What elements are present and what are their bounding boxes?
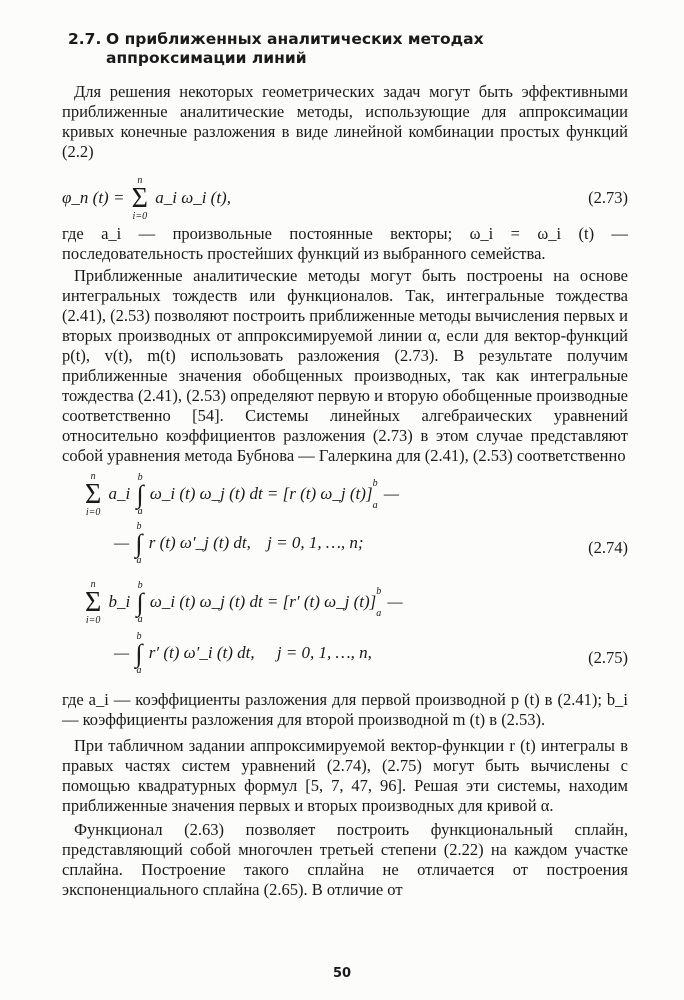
sum-lower: i=0 bbox=[85, 615, 101, 626]
int-lower: a bbox=[137, 506, 143, 517]
sum-operator bbox=[132, 176, 148, 222]
eq274-range: j = 0, 1, …, n; bbox=[267, 532, 364, 552]
integral-operator bbox=[137, 581, 144, 625]
eval-upper: b bbox=[376, 586, 382, 597]
eq275-coef: b_i bbox=[108, 591, 131, 611]
int-upper: b bbox=[137, 472, 143, 483]
eq275-range: j = 0, 1, …, n, bbox=[276, 642, 372, 662]
int-lower: a bbox=[136, 555, 142, 566]
eq273-rhs: a_i ω_i (t), bbox=[155, 187, 231, 207]
int-upper: b bbox=[136, 521, 142, 532]
eq275-line1 bbox=[82, 580, 403, 626]
int-upper: b bbox=[137, 580, 143, 591]
integral-icon: ∫ bbox=[135, 529, 143, 558]
eq275-lead: — bbox=[114, 642, 130, 662]
equation-number: (2.73) bbox=[588, 188, 628, 207]
eq274-integrand: ω_i (t) ω_j (t) dt = [r (t) ω_j (t)] bbox=[149, 483, 373, 503]
integral-operator bbox=[135, 522, 142, 566]
section-heading bbox=[68, 30, 628, 68]
paragraph-intro: Для решения некоторых геометрических задач могут быть эффективными приближенные аналитические методы, использующие для аппроксимации кривых конечные разложения в виде линейной комбинации простых функций (2.2) bbox=[62, 82, 628, 161]
eq274-line2 bbox=[114, 522, 364, 566]
sum-upper: n bbox=[137, 175, 143, 186]
sum-operator bbox=[85, 472, 101, 518]
eval-bar bbox=[376, 587, 381, 619]
integral-icon: ∫ bbox=[135, 639, 143, 668]
int-lower: a bbox=[137, 614, 143, 625]
int-upper: b bbox=[136, 631, 142, 642]
eq275-integrand2: r′ (t) ω′_i (t) dt, bbox=[148, 642, 255, 662]
paragraph-tabular: При табличном задании аппроксимируемой вектор-функции r (t) интегралы в правых частях систем уравнений (2.74), (2.75) могут быть вычислены с помощью квадратурных формул [5, 7, 47, 96]. Решая эти системы, находим приближенные значения первых и вторых производных для кривой α. bbox=[62, 736, 628, 815]
integral-operator bbox=[135, 632, 142, 676]
equation-2-74 bbox=[62, 470, 628, 578]
eq275-line2 bbox=[114, 632, 372, 676]
equation-number: (2.75) bbox=[588, 648, 628, 667]
paragraph-where: где a_i — произвольные постоянные векторы; ω_i = ω_i (t) — последовательность простейших функций из выбранного семейства. bbox=[62, 224, 628, 263]
eq275-tail: — bbox=[383, 591, 403, 611]
eval-lower: a bbox=[376, 608, 382, 619]
equation-2-75 bbox=[62, 578, 628, 690]
paragraph-methods: Приближенные аналитические методы могут быть построены на основе интегральных тождеств или функционалов. Так, интегральные тождества (2.41), (2.53) позволяют построить приближенные методы вычисления первых и вторых производных от аппроксимируемой линии α, если для вектор-функций p(t), v(t), m(t) использовать разложения (2.73). В результате получим приближенные значения обобщенных производных, так как интегральные тождества (2.41), (2.53) определяют первую и вторую обобщенные производные соответственно [54]. Системы линейных алгебраических уравнений относительно коэффициентов разложения (2.73) в этом случае представляют собой уравнения метода Бубнова — Галеркина для (2.41), (2.53) соответственно bbox=[62, 266, 628, 465]
equation-number: (2.74) bbox=[588, 538, 628, 557]
eq274-coef: a_i bbox=[108, 483, 131, 503]
sigma-icon: Σ bbox=[85, 479, 102, 510]
integral-icon: ∫ bbox=[136, 480, 144, 509]
eval-bar bbox=[373, 479, 378, 511]
page-number: 50 bbox=[332, 966, 352, 981]
eq273-lhs: φ_n (t) = bbox=[62, 187, 125, 207]
eq275-integrand: ω_i (t) ω_j (t) dt = [r′ (t) ω_j (t)] bbox=[149, 591, 377, 611]
equation-2-73 bbox=[62, 170, 628, 224]
sum-upper: n bbox=[90, 579, 96, 590]
paragraph-coefficients: где a_i — коэффициенты разложения для первой производной p (t) в (2.41); b_i — коэффициенты разложения для второй производной m (t) в (2.53). bbox=[62, 690, 628, 729]
eval-upper: b bbox=[372, 478, 378, 489]
sum-lower: i=0 bbox=[85, 507, 101, 518]
sigma-icon: Σ bbox=[131, 183, 148, 214]
eq274-integrand2: r (t) ω′_j (t) dt, bbox=[148, 532, 251, 552]
eq274-lead: — bbox=[114, 532, 130, 552]
int-lower: a bbox=[136, 665, 142, 676]
sigma-icon: Σ bbox=[85, 587, 102, 618]
section-number: 2.7. bbox=[68, 30, 102, 48]
sum-operator bbox=[85, 580, 101, 626]
section-title: О приближенных аналитических методах аппроксимации линий bbox=[106, 30, 484, 67]
eq274-tail: — bbox=[379, 483, 399, 503]
integral-icon: ∫ bbox=[136, 588, 144, 617]
eq274-line1 bbox=[82, 472, 399, 518]
integral-operator bbox=[137, 473, 144, 517]
page-body bbox=[62, 30, 628, 900]
sum-upper: n bbox=[90, 471, 96, 482]
eval-lower: a bbox=[372, 500, 378, 511]
sum-lower: i=0 bbox=[132, 211, 148, 222]
paragraph-functional: Функционал (2.63) позволяет построить функциональный сплайн, представляющий собой многочлен третьей степени (2.22) на каждом участке сплайна. Построение такого сплайна не отличается от построения экспоненциального сплайна (2.65). В отличие от bbox=[62, 820, 628, 899]
